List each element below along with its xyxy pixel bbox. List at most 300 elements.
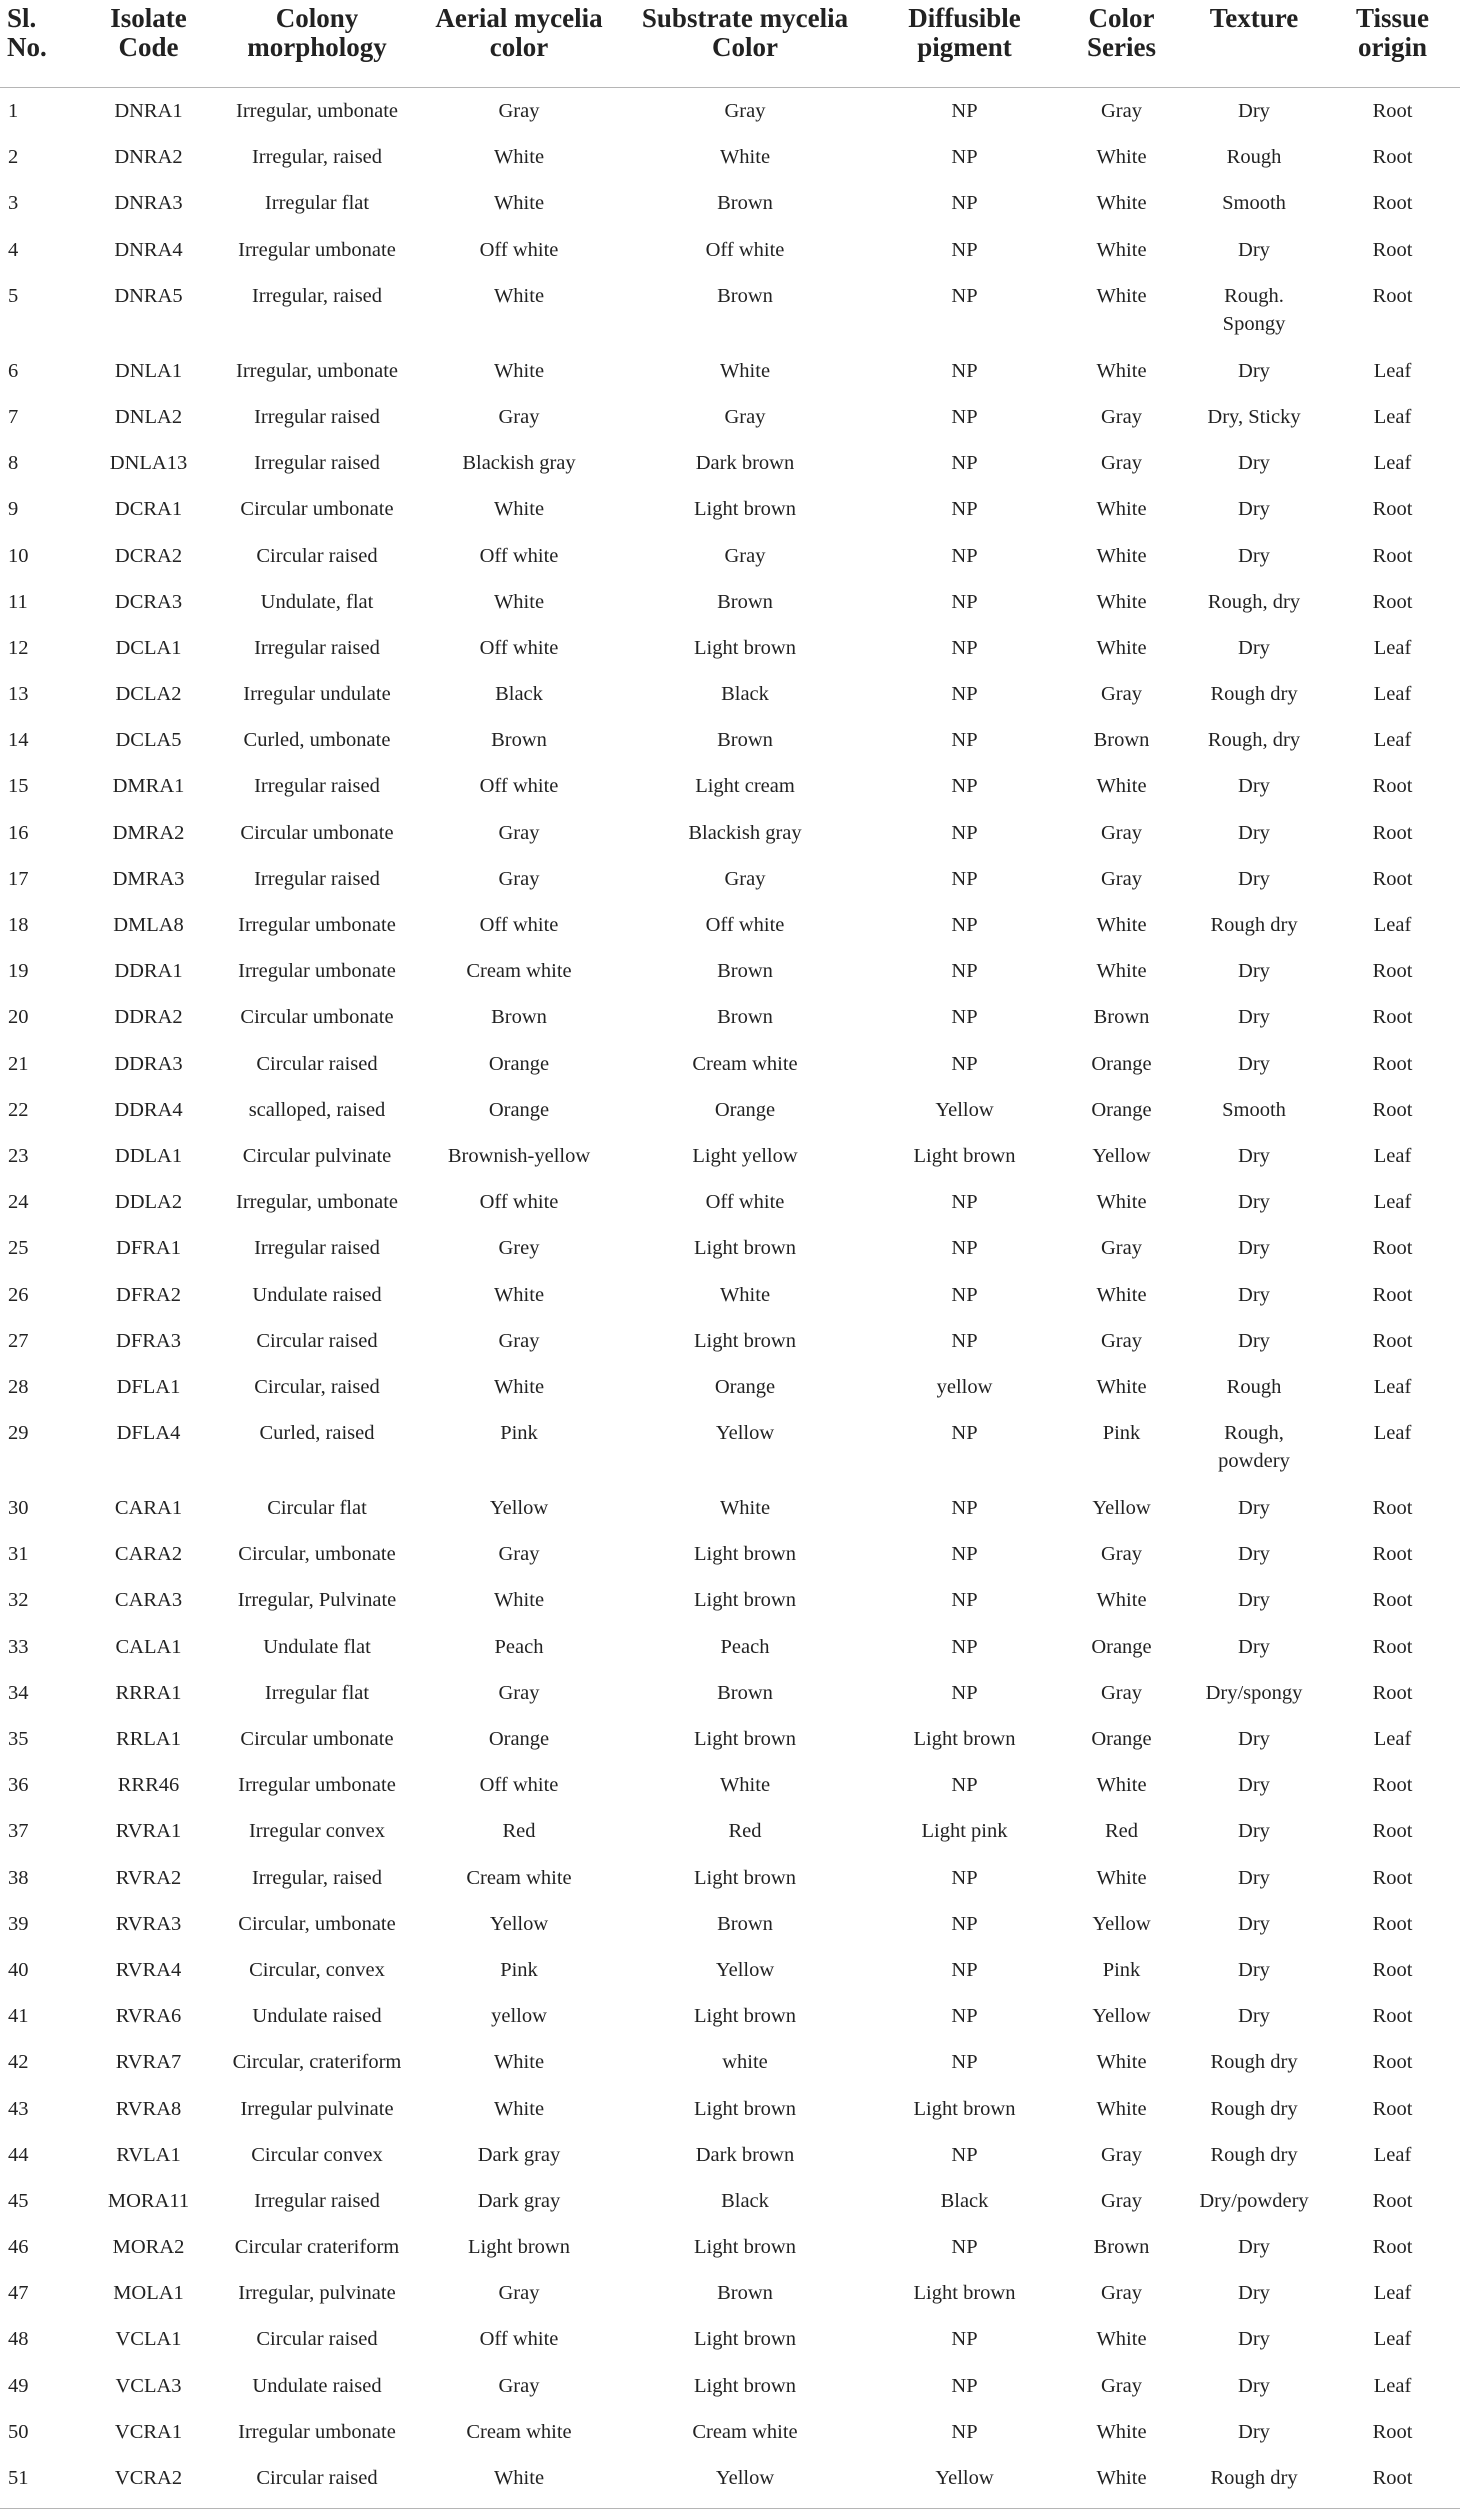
cell-texture: Dry xyxy=(1238,2328,1270,2351)
table-row xyxy=(0,1670,1460,1716)
column-header-line: No. xyxy=(7,32,47,62)
table-row xyxy=(0,1808,1460,1854)
cell-tissue-origin: Leaf xyxy=(1373,2282,1412,2305)
table-row xyxy=(0,1485,1460,1531)
cell-texture: Dry, Sticky xyxy=(1207,405,1301,428)
cell-aerial-mycelia-color: Gray xyxy=(498,100,540,122)
cell-texture: Dry xyxy=(1238,1191,1270,1214)
cell-isolate-code: DDRA1 xyxy=(114,960,183,983)
cell-sl-no: 34 xyxy=(8,1681,29,1704)
cell-tissue-origin: Root xyxy=(1372,100,1413,122)
column-header-line: origin xyxy=(1357,32,1427,62)
cell-tissue-origin: Leaf xyxy=(1373,1144,1412,1167)
cell-sl-no: 48 xyxy=(8,2328,29,2351)
cell-tissue-origin: Root xyxy=(1372,590,1413,613)
cell-sl-no: 23 xyxy=(8,1144,29,1167)
cell-sl-no: 22 xyxy=(8,1098,29,1121)
table-row xyxy=(0,440,1460,486)
cell-tissue-origin: Leaf xyxy=(1373,729,1412,752)
cell-substrate-mycelia-color: Light brown xyxy=(694,1589,796,1612)
cell-tissue-origin: Root xyxy=(1372,1589,1413,1612)
cell-color-series: White xyxy=(1096,544,1147,567)
cell-substrate-mycelia-color: White xyxy=(719,146,771,169)
table-row xyxy=(0,625,1460,671)
cell-substrate-mycelia-color: Light brown xyxy=(694,636,796,659)
cell-substrate-mycelia-color: Orange xyxy=(714,1375,776,1398)
cell-color-series: Red xyxy=(1104,1820,1139,1843)
cell-texture: Dry xyxy=(1238,1497,1270,1520)
table-row xyxy=(0,1993,1460,2039)
cell-isolate-code: VCRA2 xyxy=(80,2455,217,2509)
cell-diffusible-pigment: NP xyxy=(951,1958,978,1981)
cell-isolate-code: RVRA4 xyxy=(115,1958,182,1981)
cell-isolate-code: RVLA1 xyxy=(116,2143,181,2166)
cell-tissue-origin: Root xyxy=(1372,1681,1413,1704)
cell-substrate-mycelia-color: Dark brown xyxy=(695,452,795,475)
cell-color-series: Gray xyxy=(1101,1329,1142,1352)
cell-aerial-mycelia-color: Orange xyxy=(488,1052,550,1075)
cell-color-series: White xyxy=(1096,2328,1147,2351)
cell-texture: Dry xyxy=(1238,2420,1270,2443)
cell-diffusible-pigment: NP xyxy=(951,914,978,936)
cell-tissue-origin: Root xyxy=(1372,1774,1413,1797)
cell-substrate-mycelia-color: White xyxy=(719,1497,771,1520)
cell-isolate-code: CARA3 xyxy=(114,1589,183,1612)
cell-isolate-code: DDLA2 xyxy=(114,1191,183,1214)
column-header-line: Sl. xyxy=(7,3,37,33)
cell-tissue-origin: Leaf xyxy=(1373,2374,1412,2397)
cell-substrate-mycelia-color: Gray xyxy=(724,100,766,122)
cell-color-series: Gray xyxy=(1101,2189,1142,2212)
cell-substrate-mycelia-color: Yellow xyxy=(621,2455,869,2509)
cell-sl-no: 18 xyxy=(8,914,29,936)
cell-color-series: Gray xyxy=(1101,100,1142,122)
cell-isolate-code: DCLA2 xyxy=(115,683,182,706)
cell-substrate-mycelia-color: Light yellow xyxy=(692,1144,798,1167)
cell-diffusible-pigment: NP xyxy=(951,1589,978,1612)
cell-sl-no: 30 xyxy=(8,1497,29,1520)
cell-aerial-mycelia-color: Brown xyxy=(491,1006,547,1029)
cell-sl-no: 27 xyxy=(8,1329,29,1352)
cell-tissue-origin: Root xyxy=(1372,1237,1413,1260)
cell-substrate-mycelia-color: Cream white xyxy=(692,2420,798,2443)
cell-diffusible-pigment: NP xyxy=(951,2328,978,2351)
cell-sl-no: 10 xyxy=(8,544,29,567)
column-header-line: color xyxy=(489,32,549,62)
cell-colony-morphology: Irregular, umbonate xyxy=(236,1191,398,1214)
cell-colony-morphology: Irregular umbonate xyxy=(238,2420,396,2443)
cell-colony-morphology: Irregular raised xyxy=(254,775,380,798)
cell-aerial-mycelia-color: Gray xyxy=(498,1681,540,1704)
column-header-color-series xyxy=(1060,0,1183,88)
table-row xyxy=(0,348,1460,394)
cell-tissue-origin: Root xyxy=(1372,821,1413,844)
cell-isolate-code: RVRA1 xyxy=(115,1820,182,1843)
cell-color-series: White xyxy=(1096,1375,1147,1398)
cell-sl-no: 50 xyxy=(8,2420,29,2443)
cell-colony-morphology: Irregular raised xyxy=(254,636,380,659)
table-row xyxy=(0,717,1460,763)
cell-diffusible-pigment: NP xyxy=(951,452,978,475)
cell-isolate-code: CARA1 xyxy=(114,1497,183,1520)
column-header-line: Isolate xyxy=(110,3,187,33)
cell-aerial-mycelia-color: White xyxy=(493,2097,545,2120)
cell-aerial-mycelia-color: Light brown xyxy=(468,2236,570,2259)
cell-aerial-mycelia-color: Black xyxy=(495,683,543,706)
cell-sl-no: 43 xyxy=(8,2097,29,2120)
cell-isolate-code: DDRA3 xyxy=(114,1052,183,1075)
cell-color-series: White xyxy=(1096,284,1147,307)
cell-aerial-mycelia-color: Pink xyxy=(500,1422,538,1445)
cell-tissue-origin: Root xyxy=(1372,146,1413,169)
cell-diffusible-pigment: NP xyxy=(951,1422,978,1445)
cell-colony-morphology: Circular umbonate xyxy=(240,498,394,521)
cell-tissue-origin: Root xyxy=(1372,2189,1413,2212)
cell-isolate-code: MORA11 xyxy=(107,2189,190,2212)
table-row xyxy=(0,856,1460,902)
cell-colony-morphology: Undulate raised xyxy=(252,2374,382,2397)
cell-colony-morphology: Circular raised xyxy=(256,544,378,567)
table-row xyxy=(0,1577,1460,1623)
cell-texture: Rough xyxy=(1226,146,1282,169)
cell-sl-no: 8 xyxy=(8,452,19,475)
cell-colony-morphology: Irregular raised xyxy=(254,405,380,428)
cell-color-series: White xyxy=(1096,636,1147,659)
cell-diffusible-pigment: NP xyxy=(951,1774,978,1797)
cell-diffusible-pigment: NP xyxy=(951,359,978,382)
cell-colony-morphology: Irregular, umbonate xyxy=(236,359,398,382)
cell-colony-morphology: Undulate, flat xyxy=(260,590,374,613)
cell-colony-morphology: Circular, convex xyxy=(249,1958,385,1981)
column-header-tissue-origin xyxy=(1325,0,1460,88)
cell-aerial-mycelia-color: Off white xyxy=(479,2328,559,2351)
cell-aerial-mycelia-color: Dark gray xyxy=(477,2143,561,2166)
cell-substrate-mycelia-color: Brown xyxy=(717,192,773,215)
cell-colony-morphology: Circular raised xyxy=(256,1052,378,1075)
table-row xyxy=(0,2086,1460,2132)
cell-substrate-mycelia-color: Brown xyxy=(717,1681,773,1704)
cell-isolate-code: DFRA2 xyxy=(116,1283,181,1306)
cell-diffusible-pigment: NP xyxy=(951,238,978,261)
cell-color-series: White xyxy=(1096,2097,1147,2120)
cell-diffusible-pigment: NP xyxy=(951,1543,978,1566)
cell-colony-morphology: Circular convex xyxy=(251,2143,383,2166)
cell-diffusible-pigment: NP xyxy=(951,2143,978,2166)
cell-color-series: Gray xyxy=(1101,1237,1142,1260)
cell-tissue-origin: Root xyxy=(1372,1497,1413,1520)
cell-substrate-mycelia-color: Red xyxy=(728,1820,762,1843)
table-row xyxy=(0,579,1460,625)
cell-texture: Rough. Spongy xyxy=(1222,284,1286,335)
table-row xyxy=(0,948,1460,994)
cell-texture: Rough dry xyxy=(1210,2097,1298,2120)
cell-aerial-mycelia-color: Off white xyxy=(479,238,559,261)
cell-sl-no: 13 xyxy=(8,683,29,706)
table-row xyxy=(0,2224,1460,2270)
cell-color-series: Gray xyxy=(1101,821,1142,844)
column-header-line: Texture xyxy=(1209,3,1299,33)
cell-sl-no: 40 xyxy=(8,1958,29,1981)
cell-sl-no: 2 xyxy=(8,146,19,169)
cell-tissue-origin: Leaf xyxy=(1373,359,1412,382)
cell-diffusible-pigment: NP xyxy=(951,2236,978,2259)
cell-texture: Dry xyxy=(1238,359,1270,382)
cell-sl-no: 7 xyxy=(8,405,19,428)
cell-aerial-mycelia-color: Grey xyxy=(498,1237,540,1260)
cell-substrate-mycelia-color: Light brown xyxy=(694,2005,796,2028)
cell-texture: Rough dry xyxy=(1183,2455,1325,2509)
cell-diffusible-pigment: NP xyxy=(951,498,978,521)
cell-tissue-origin: Root xyxy=(1372,2051,1413,2074)
cell-aerial-mycelia-color: Off white xyxy=(479,1191,559,1214)
cell-aerial-mycelia-color: White xyxy=(493,498,545,521)
cell-diffusible-pigment: NP xyxy=(951,775,978,798)
cell-color-series: White xyxy=(1096,1191,1147,1214)
cell-isolate-code: DFLA1 xyxy=(116,1375,181,1398)
cell-aerial-mycelia-color: White xyxy=(493,1283,545,1306)
cell-sl-no: 9 xyxy=(8,498,19,521)
cell-substrate-mycelia-color: Off white xyxy=(705,1191,785,1214)
column-header-line: Code xyxy=(118,32,179,62)
cell-isolate-code: DCRA3 xyxy=(114,590,183,613)
cell-texture: Dry xyxy=(1238,1006,1270,1029)
table-row xyxy=(0,1087,1460,1133)
cell-aerial-mycelia-color: Cream white xyxy=(466,1866,572,1889)
cell-tissue-origin: Root xyxy=(1372,867,1413,890)
cell-color-series: Yellow xyxy=(1092,1912,1151,1935)
cell-isolate-code: DMRA3 xyxy=(112,867,185,890)
cell-isolate-code: DNLA1 xyxy=(114,359,183,382)
cell-substrate-mycelia-color: Light brown xyxy=(694,2097,796,2120)
cell-substrate-mycelia-color: Light brown xyxy=(694,2328,796,2351)
table-row xyxy=(0,1410,1460,1485)
cell-color-series: White xyxy=(1096,2420,1147,2443)
table-row xyxy=(0,1318,1460,1364)
table-row xyxy=(0,227,1460,273)
cell-colony-morphology: scalloped, raised xyxy=(248,1098,386,1121)
cell-color-series: White xyxy=(1096,238,1147,261)
cell-isolate-code: DCLA5 xyxy=(115,729,182,752)
cell-texture: Dry xyxy=(1238,1144,1270,1167)
cell-color-series: White xyxy=(1096,2051,1147,2074)
cell-color-series: Gray xyxy=(1101,1543,1142,1566)
cell-substrate-mycelia-color: Black xyxy=(721,2189,769,2212)
table-row xyxy=(0,1762,1460,1808)
cell-tissue-origin: Root xyxy=(1325,2455,1460,2509)
cell-isolate-code: DFLA4 xyxy=(116,1422,181,1445)
cell-color-series: Pink xyxy=(1102,1422,1141,1445)
cell-colony-morphology: Irregular pulvinate xyxy=(240,2097,394,2120)
cell-substrate-mycelia-color: Brown xyxy=(717,729,773,752)
cell-tissue-origin: Root xyxy=(1372,1006,1413,1029)
cell-isolate-code: DCLA1 xyxy=(115,636,182,659)
cell-texture: Dry xyxy=(1238,100,1270,122)
table-row xyxy=(0,2455,1460,2509)
cell-substrate-mycelia-color: Black xyxy=(721,683,769,706)
cell-isolate-code: RVRA7 xyxy=(115,2051,182,2074)
cell-substrate-mycelia-color: Peach xyxy=(720,1635,770,1658)
cell-texture: Rough, dry xyxy=(1207,729,1301,752)
cell-sl-no: 47 xyxy=(8,2282,29,2305)
cell-sl-no: 25 xyxy=(8,1237,29,1260)
cell-substrate-mycelia-color: Brown xyxy=(717,1006,773,1029)
cell-color-series: Orange xyxy=(1091,1728,1152,1750)
column-header-diffusible-pigment xyxy=(869,0,1060,88)
cell-substrate-mycelia-color: Brown xyxy=(717,590,773,613)
cell-tissue-origin: Root xyxy=(1372,1635,1413,1658)
table-row xyxy=(0,1041,1460,1087)
cell-tissue-origin: Root xyxy=(1372,960,1413,983)
cell-colony-morphology: Irregular flat xyxy=(264,192,370,215)
cell-isolate-code: CALA1 xyxy=(115,1635,182,1658)
cell-color-series: Gray xyxy=(1101,1681,1142,1704)
cell-substrate-mycelia-color: Yellow xyxy=(715,1422,775,1445)
cell-diffusible-pigment: NP xyxy=(951,544,978,567)
cell-isolate-code: RVRA8 xyxy=(115,2097,182,2120)
cell-diffusible-pigment: NP xyxy=(951,2420,978,2443)
table-row xyxy=(0,2363,1460,2409)
cell-tissue-origin: Root xyxy=(1372,284,1413,307)
cell-colony-morphology: Irregular, pulvinate xyxy=(238,2282,396,2305)
cell-isolate-code: DNLA2 xyxy=(114,405,183,428)
table-row xyxy=(0,2270,1460,2316)
cell-texture: Dry xyxy=(1238,1543,1270,1566)
cell-aerial-mycelia-color: White xyxy=(493,192,545,215)
cell-substrate-mycelia-color: Off white xyxy=(705,914,785,936)
cell-tissue-origin: Leaf xyxy=(1373,914,1412,936)
cell-diffusible-pigment: Light pink xyxy=(921,1820,1008,1843)
cell-isolate-code: DMRA2 xyxy=(112,821,185,844)
cell-isolate-code: DDRA4 xyxy=(114,1098,183,1121)
cell-isolate-code: DCRA2 xyxy=(114,544,183,567)
cell-color-series: White xyxy=(1096,1589,1147,1612)
cell-texture: Dry xyxy=(1238,960,1270,983)
cell-sl-no: 5 xyxy=(8,284,19,307)
cell-colony-morphology: Circular umbonate xyxy=(240,1006,394,1029)
cell-color-series: White xyxy=(1096,960,1147,983)
cell-tissue-origin: Root xyxy=(1372,498,1413,521)
cell-colony-morphology: Undulate flat xyxy=(263,1635,371,1658)
cell-substrate-mycelia-color: Gray xyxy=(724,405,766,428)
table-row xyxy=(0,1901,1460,1947)
table-row xyxy=(0,1624,1460,1670)
cell-sl-no: 49 xyxy=(8,2374,29,2397)
cell-tissue-origin: Root xyxy=(1372,1052,1413,1075)
cell-tissue-origin: Leaf xyxy=(1373,1191,1412,1214)
cell-substrate-mycelia-color: Brown xyxy=(717,960,773,983)
cell-substrate-mycelia-color: Blackish gray xyxy=(688,821,802,844)
cell-texture: Dry xyxy=(1238,2374,1270,2397)
cell-isolate-code: DNLA13 xyxy=(109,452,188,475)
table-row xyxy=(0,2039,1460,2085)
cell-texture: Dry xyxy=(1238,867,1270,890)
cell-texture: Dry/powdery xyxy=(1199,2189,1309,2212)
cell-substrate-mycelia-color: Yellow xyxy=(715,1958,775,1981)
cell-diffusible-pigment: NP xyxy=(951,1283,978,1306)
cell-isolate-code: DNRA2 xyxy=(114,146,183,169)
cell-color-series: Brown xyxy=(1093,1006,1150,1029)
cell-aerial-mycelia-color: Cream white xyxy=(466,960,572,983)
cell-aerial-mycelia-color: Yellow xyxy=(489,1497,549,1520)
cell-color-series: White xyxy=(1096,775,1147,798)
column-header-aerial-mycelia-color xyxy=(417,0,621,88)
cell-color-series: White xyxy=(1096,146,1147,169)
cell-isolate-code: MOLA1 xyxy=(113,2282,184,2305)
cell-isolate-code: RVRA3 xyxy=(115,1912,182,1935)
cell-sl-no: 31 xyxy=(8,1543,29,1566)
cell-texture: Dry xyxy=(1238,1589,1270,1612)
cell-substrate-mycelia-color: Cream white xyxy=(692,1052,798,1075)
cell-substrate-mycelia-color: Off white xyxy=(705,238,785,261)
cell-isolate-code: DCRA1 xyxy=(114,498,183,521)
cell-aerial-mycelia-color: Off white xyxy=(479,544,559,567)
cell-color-series: Yellow xyxy=(1092,1144,1151,1167)
table-body xyxy=(0,88,1460,2509)
table-row xyxy=(0,994,1460,1040)
cell-substrate-mycelia-color: Gray xyxy=(724,544,766,567)
cell-colony-morphology: Irregular raised xyxy=(254,452,380,475)
table-row xyxy=(0,1947,1460,1993)
cell-colony-morphology: Irregular, raised xyxy=(251,284,383,307)
cell-tissue-origin: Root xyxy=(1372,775,1413,798)
table-row xyxy=(0,1855,1460,1901)
cell-aerial-mycelia-color: Cream white xyxy=(466,2420,572,2443)
cell-texture: Dry xyxy=(1238,2005,1270,2028)
cell-tissue-origin: Root xyxy=(1372,238,1413,261)
cell-diffusible-pigment: NP xyxy=(951,1497,978,1520)
cell-texture: Dry xyxy=(1238,1820,1270,1843)
cell-color-series: Orange xyxy=(1091,1052,1152,1075)
cell-color-series: Pink xyxy=(1102,1958,1141,1981)
cell-aerial-mycelia-color: White xyxy=(493,284,545,307)
cell-substrate-mycelia-color: Brown xyxy=(717,2282,773,2305)
cell-diffusible-pigment: yellow xyxy=(936,1375,993,1398)
cell-color-series: Brown xyxy=(1093,729,1150,752)
cell-texture: Dry xyxy=(1238,544,1270,567)
cell-diffusible-pigment: NP xyxy=(951,1191,978,1214)
cell-texture: Dry xyxy=(1238,1052,1270,1075)
cell-aerial-mycelia-color: Off white xyxy=(479,914,559,936)
cell-color-series: Brown xyxy=(1093,2236,1150,2259)
cell-diffusible-pigment: NP xyxy=(951,1329,978,1352)
cell-colony-morphology: Curled, raised xyxy=(259,1422,375,1445)
cell-colony-morphology: Circular, umbonate xyxy=(238,1912,396,1935)
table-header xyxy=(0,0,1460,88)
cell-sl-no: 16 xyxy=(8,821,29,844)
column-header-line: Aerial mycelia xyxy=(435,3,603,33)
cell-diffusible-pigment: NP xyxy=(951,960,978,983)
cell-colony-morphology: Circular, raised xyxy=(254,1375,380,1398)
cell-tissue-origin: Root xyxy=(1372,1543,1413,1566)
cell-substrate-mycelia-color: Dark brown xyxy=(695,2143,795,2166)
cell-aerial-mycelia-color: White xyxy=(493,1375,545,1398)
cell-color-series: Gray xyxy=(1101,2374,1142,2397)
cell-substrate-mycelia-color: Orange xyxy=(714,1098,776,1121)
cell-tissue-origin: Root xyxy=(1372,2005,1413,2028)
cell-diffusible-pigment: Yellow xyxy=(935,1098,994,1121)
column-header-line: Tissue xyxy=(1355,3,1430,33)
cell-substrate-mycelia-color: Light brown xyxy=(694,1329,796,1352)
cell-tissue-origin: Leaf xyxy=(1373,2328,1412,2351)
table-row xyxy=(0,486,1460,532)
cell-diffusible-pigment: NP xyxy=(951,1052,978,1075)
cell-substrate-mycelia-color: Brown xyxy=(717,1912,773,1935)
cell-colony-morphology: Circular umbonate xyxy=(240,1728,394,1750)
cell-substrate-mycelia-color: Light brown xyxy=(694,1237,796,1260)
cell-tissue-origin: Root xyxy=(1372,544,1413,567)
cell-texture: Rough dry xyxy=(1210,914,1298,936)
table-row xyxy=(0,1364,1460,1410)
